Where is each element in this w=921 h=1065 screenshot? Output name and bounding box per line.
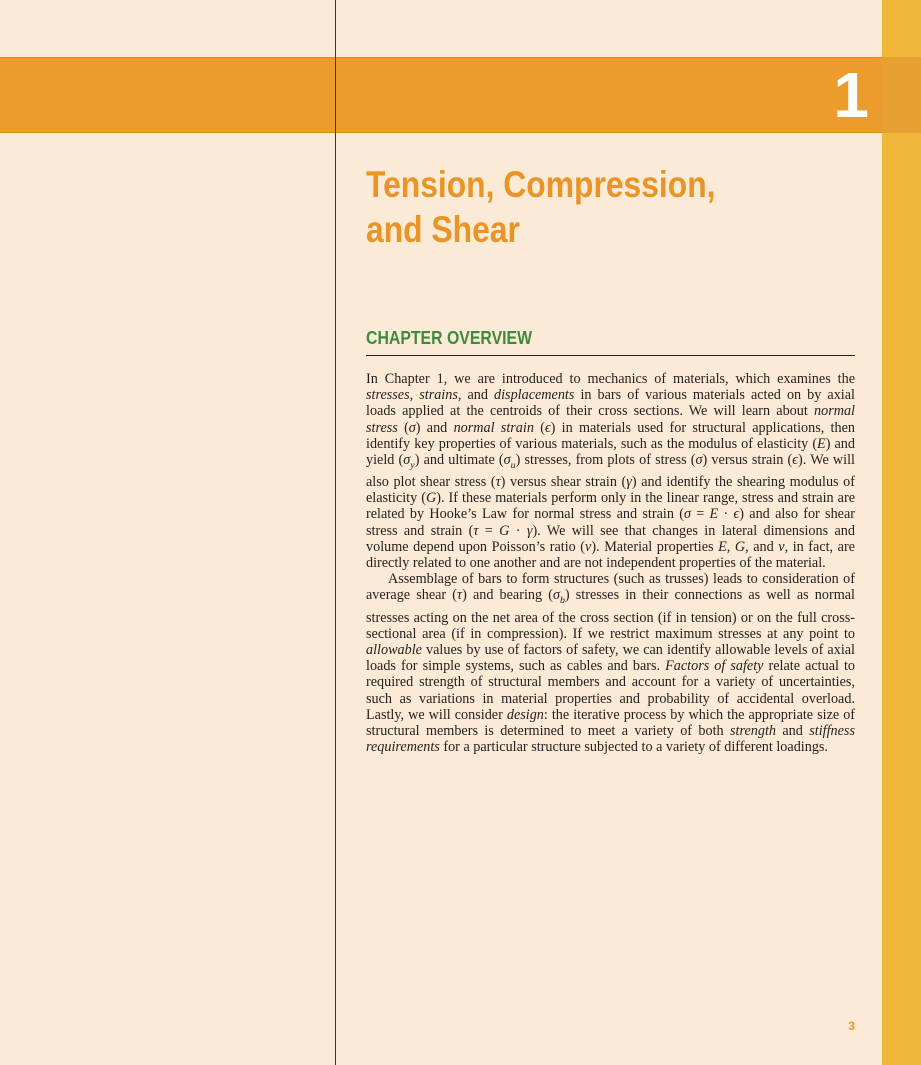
chapter-title-line-2: and Shear (366, 209, 520, 250)
italic-text: ϵ (792, 452, 798, 469)
italic-text: γ (526, 522, 533, 539)
italic-text: G (425, 490, 437, 507)
italic-text: E (817, 435, 826, 452)
chapter-number: 1 (833, 59, 869, 131)
italic-text: ϵ (544, 419, 551, 436)
italic-text: ν (778, 538, 785, 555)
italic-text: stresses (366, 387, 410, 404)
italic-text: strength (730, 722, 776, 739)
italic-text: E (718, 538, 727, 555)
overview-paragraph-2: Assemblage of bars to form structures (such as trusses) leads to consideration of average shear (τ) and bearing $(\sigma_b)$ stresses in their connections as well as normal stresses acting on the net area of the cross section (if in tension) or on the full cross-sectional area (if in compression). If we restrict maximum stresses at any point to allowable values by use of factors of safety, we can identify allowable levels of axial loads for simple systems, such as cables and bars. Factors of safety relate actual to required strength of structural members and account for a variety of uncertainties, such as variations in material properties and probability of accidental overload. Lastly, we will consider design: the iterative process by which the appropriate size of structural members is determined to meet a variety of both strength and stiffness requirements for a particular structure subjected to a variety of different loadings. (366, 571, 856, 756)
italic-text: normal strain (453, 419, 534, 436)
italic-text: σ (552, 587, 560, 604)
chapter-title (366, 162, 796, 252)
italic-text: allowable (366, 641, 422, 658)
italic-text: γ (626, 474, 632, 491)
italic-text: E (709, 506, 719, 523)
chapter-header-band (0, 57, 882, 133)
subscript-text: u (510, 459, 516, 471)
chapter-overview-heading (366, 327, 855, 356)
italic-text: G (499, 522, 510, 539)
italic-text: ϵ (733, 506, 740, 523)
italic-text: σ (683, 506, 691, 523)
chapter-band-edge (882, 57, 921, 133)
gutter-divider-line (335, 0, 336, 1065)
italic-text: τ (495, 474, 501, 491)
page-number: 3 (848, 1019, 855, 1033)
edge-color-stripe (882, 0, 921, 1065)
subscript-text: y (410, 459, 415, 471)
italic-text: σ (408, 419, 416, 436)
italic-text: σ (695, 452, 703, 469)
band-divider-line (335, 57, 336, 133)
italic-text: strains (419, 387, 458, 404)
italic-text: σ (503, 452, 511, 469)
subscript-text: b (559, 595, 565, 607)
italic-text: displacements (494, 387, 575, 404)
italic-text: Factors of safety (665, 658, 764, 675)
overview-paragraph-1: In Chapter 1, we are introduced to mechanics of materials, which examines the stresses, strains, and displacements in bars of various materials acted on by axial loads applied at the centroids of their cross sections. We will learn about normal stress (σ) and normal strain (ϵ) in materials used for structural applications, then identify key properties of various materials, such as the modulus of elasticity (E) and yield $(\sigma_y)$ and ultimate $(\sigma_u)$ stresses, from plots of stress (σ) versus strain (ϵ). We will also plot shear stress (τ) versus shear strain (γ) and identify the shearing modulus of elasticity (G). If these materials perform only in the linear range, stress and strain are related by Hooke’s Law for normal stress and strain (σ = E · ϵ) and also for shear stress and strain (τ = G · γ). We will see that changes in lateral dimensions and volume depend upon Poisson’s ratio (ν). Material properties E, G, and ν, in fact, are directly related to one another and are not independent properties of the material. (366, 371, 855, 572)
chapter-overview-heading-text: CHAPTER OVERVIEW (366, 328, 533, 348)
italic-text: design (506, 706, 544, 723)
italic-text: normal stress (366, 403, 855, 436)
italic-text: G (734, 538, 746, 555)
italic-text: τ (473, 522, 479, 539)
chapter-overview-body (366, 371, 855, 755)
italic-text: ν (585, 538, 592, 555)
italic-text: τ (457, 587, 463, 604)
italic-text: stiffness requirements (366, 722, 855, 756)
chapter-title-line-1: Tension, Compression, (366, 164, 716, 205)
italic-text: σ (403, 452, 411, 469)
